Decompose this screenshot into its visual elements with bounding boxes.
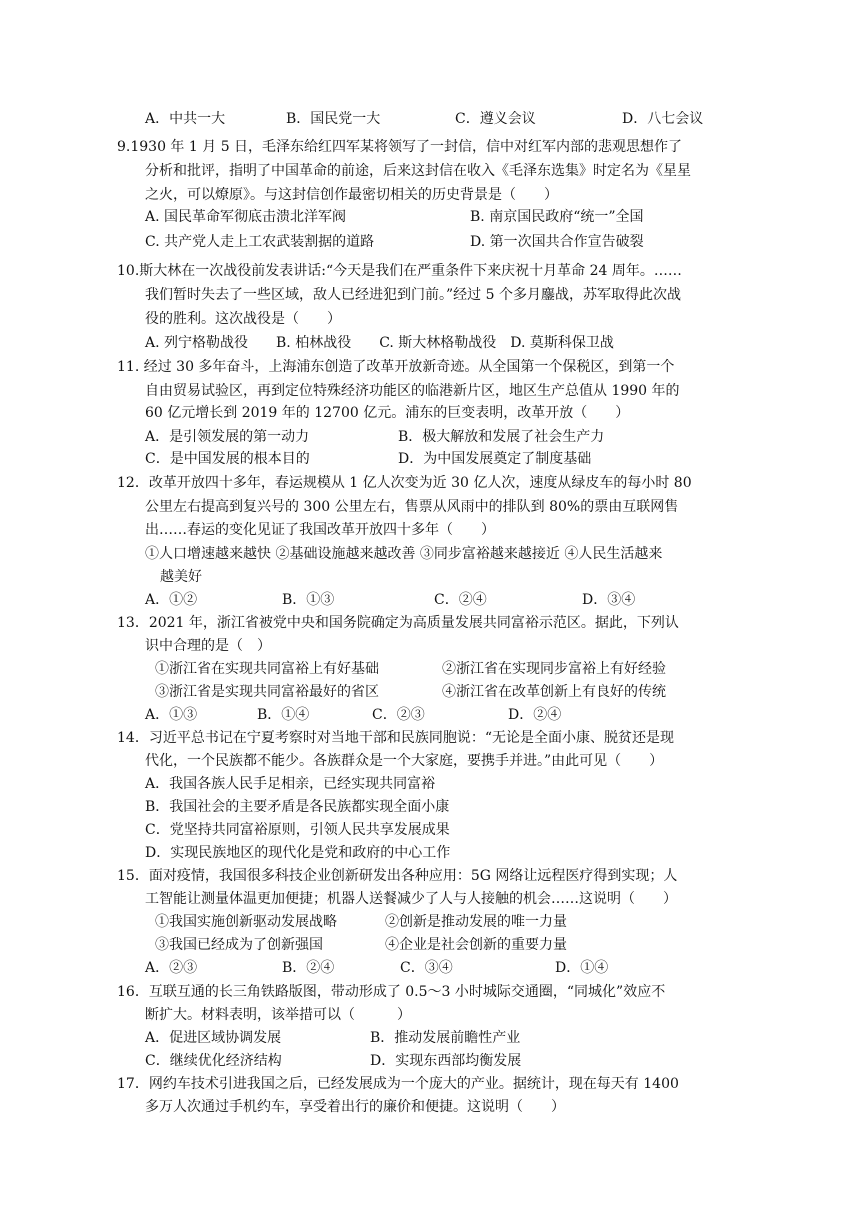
q11-stem-line: 自由贸易试验区，再到定位特殊经济功能区的临港新片区，地区生产总值从 1990 年的	[145, 383, 680, 399]
q11-option-c: C．是中国发展的根本目的	[145, 451, 310, 467]
q12-option-c: C．②④	[434, 592, 487, 608]
q15-option-a: A．②③	[145, 960, 198, 976]
q12-statements: 越美好	[160, 569, 202, 585]
q13-option-b: B．①④	[257, 707, 310, 723]
q16-stem-line: 16．互联互通的长三角铁路版图，带动形成了 0.5～3 小时城际交通圈，“同城化”效应不	[117, 984, 666, 1000]
q9-option-b: B. 南京国民政府“统一”全国	[470, 209, 644, 225]
q17-stem-line: 多万人次通过手机约车，享受着出行的廉价和便捷。这说明（ ）	[145, 1099, 565, 1115]
q17-stem-line: 17．网约车技术引进我国之后，已经发展成为一个庞大的产业。据统计，现在每天有 1400	[117, 1076, 679, 1092]
q11-option-b: B．极大解放和发展了社会生产力	[398, 429, 605, 445]
q13-option-d: D．②④	[508, 707, 562, 723]
q15-stem-line: 工智能让测量体温更加便捷；机器人送餐减少了人与人接触的机会……这说明（ ）	[145, 891, 677, 907]
q14-option-b: B．我国社会的主要矛盾是各民族都实现全面小康	[145, 799, 450, 815]
q16-option-c: C．继续优化经济结构	[145, 1053, 282, 1069]
q8-option-c: C．遵义会议	[455, 111, 536, 127]
q13-option-a: A．①③	[145, 707, 198, 723]
q10-options: A. 列宁格勒战役 B. 柏林战役 C. 斯大林格勒战役 D. 莫斯科保卫战	[145, 335, 614, 351]
q10-stem-line: 10.斯大林在一次战役前发表讲话:“今天是我们在严重条件下来庆祝十月革命 24 周年。……	[117, 263, 682, 279]
q12-option-a: A．①②	[145, 592, 198, 608]
q15-option-d: D．①④	[555, 960, 609, 976]
q9-stem-line: 分析和批评，指明了中国革命的前途，后来这封信在收入《毛泽东选集》时定名为《星星	[145, 163, 691, 179]
q13-stem-line: 识中合理的是（ ）	[145, 638, 271, 654]
q12-option-b: B．①③	[282, 592, 335, 608]
q14-option-c: C．党坚持共同富裕原则，引领人民共享发展成果	[145, 822, 450, 838]
q12-stem-line: 12．改革开放四十多年，春运规模从 1 亿人次变为近 30 亿人次，速度从绿皮车的每小时 80	[117, 475, 692, 491]
q15-stem-line: 15．面对疫情，我国很多科技企业创新研发出各种应用：5G 网络让远程医疗得到实现；人	[117, 868, 678, 884]
q12-stem-line: 公里左右提高到复兴号的 300 公里左右，售票从风雨中的排队到 80%的票由互联网售	[145, 499, 679, 515]
q9-stem-line: 之火，可以燎原》。与这封信创作最密切相关的历史背景是（ ）	[145, 187, 558, 203]
q13-statement-4: ④浙江省在改革创新上有良好的传统	[442, 684, 666, 700]
q9-option-d: D. 第一次国共合作宣告破裂	[470, 234, 644, 250]
q15-statement-4: ④企业是社会创新的重要力量	[385, 937, 567, 953]
q15-option-c: C．③④	[400, 960, 453, 976]
q13-option-c: C．②③	[372, 707, 425, 723]
q9-option-c: C. 共产党人走上工农武装割据的道路	[145, 234, 375, 250]
q9-option-a: A. 国民革命军彻底击溃北洋军阀	[145, 209, 347, 225]
q15-statement-3: ③我国已经成为了创新强国	[155, 937, 323, 953]
q14-stem-line: 14．习近平总书记在宁夏考察时对当地干部和民族同胞说：“无论是全面小康、脱贫还是现	[117, 730, 674, 746]
q12-option-d: D．③④	[582, 592, 636, 608]
q8-option-d: D．八七会议	[622, 111, 704, 127]
q13-statement-3: ③浙江省是实现共同富裕最好的省区	[155, 684, 379, 700]
q13-stem-line: 13．2021 年，浙江省被党中央和国务院确定为高质量发展共同富裕示范区。据此，下列认	[117, 615, 679, 631]
q9-stem-line: 9.1930 年 1 月 5 日，毛泽东给红四军某将领写了一封信，信中对红军内部的悲观思想作了	[117, 139, 683, 155]
q11-stem-line: 11. 经过 30 多年奋斗，上海浦东创造了改革开放新奇迹。从全国第一个保税区，到第一个	[117, 359, 675, 375]
q10-stem-line: 役的胜利。这次战役是（ ）	[145, 311, 341, 327]
q15-statement-2: ②创新是推动发展的唯一力量	[385, 914, 567, 930]
q12-statements: ①人口增速越来越快 ②基础设施越来越改善 ③同步富裕越来越接近 ④人民生活越来	[145, 546, 663, 562]
q13-statement-1: ①浙江省在实现共同富裕上有好基础	[155, 661, 379, 677]
q16-option-a: A．促进区域协调发展	[145, 1030, 282, 1046]
q16-option-b: B．推动发展前瞻性产业	[370, 1030, 521, 1046]
q13-statement-2: ②浙江省在实现同步富裕上有好经验	[442, 661, 666, 677]
q10-stem-line: 我们暂时失去了一些区域，敌人已经进犯到门前。”经过 5 个多月鏖战，苏军取得此次战	[145, 287, 681, 303]
q14-option-a: A．我国各族人民手足相亲，已经实现共同富裕	[145, 776, 436, 792]
q11-stem-line: 60 亿元增长到 2019 年的 12700 亿元。浦东的巨变表明，改革开放（ ）	[145, 405, 630, 421]
q14-option-d: D．实现民族地区的现代化是党和政府的中心工作	[145, 845, 451, 861]
q16-stem-line: 断扩大。材料表明，该举措可以（ ）	[145, 1007, 411, 1023]
q15-statement-1: ①我国实施创新驱动发展战略	[155, 914, 337, 930]
q12-stem-line: 出……春运的变化见证了我国改革开放四十多年（ ）	[145, 522, 495, 538]
q11-option-d: D．为中国发展奠定了制度基础	[398, 451, 592, 467]
q16-option-d: D．实现东西部均衡发展	[370, 1053, 522, 1069]
q8-option-a: A．中共一大	[145, 111, 226, 127]
q11-option-a: A．是引领发展的第一动力	[145, 429, 310, 445]
q15-option-b: B．②④	[282, 960, 335, 976]
q14-stem-line: 代化，一个民族都不能少。各族群众是一个大家庭，要携手并进。”由此可见（ ）	[145, 753, 664, 769]
q8-option-b: B．国民党一大	[286, 111, 381, 127]
